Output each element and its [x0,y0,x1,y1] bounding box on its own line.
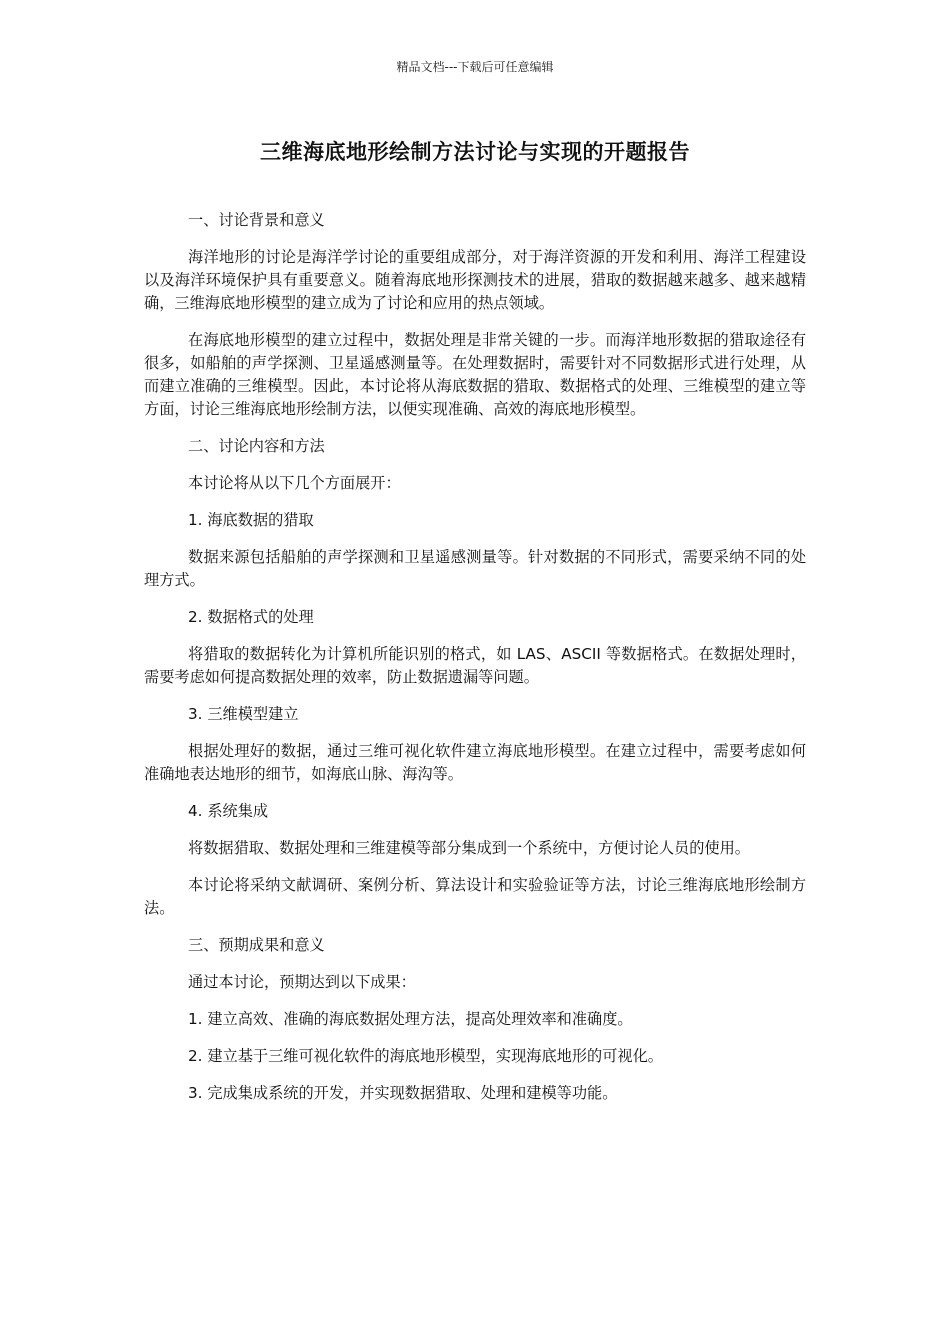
subheading-3d-model: 3. 三维模型建立 [188,705,299,723]
page-header: 精品文档---下载后可任意编辑 [396,60,554,74]
paragraph-system-integration: 将数据猎取、数据处理和三维建模等部分集成到一个系统中，方便讨论人员的使用。 [188,839,750,857]
paragraph-expected-intro: 通过本讨论，预期达到以下成果： [188,973,416,991]
expected-result-3: 3. 完成集成系统的开发，并实现数据猎取、处理和建模等功能。 [188,1084,618,1102]
section-heading-expected-results: 三、预期成果和意义 [188,936,325,954]
section-heading-background: 一、讨论背景和意义 [188,211,325,229]
document-body [144,209,806,1119]
paragraph-3d-model: 根据处理好的数据，通过三维可视化软件建立海底地形模型。在建立过程中，需要考虑如何准确地表达地形的细节，如海底山脉、海沟等。 [144,742,806,783]
paragraph-data-format: 将猎取的数据转化为计算机所能识别的格式，如 LAS、ASCII 等数据格式。在数据处理时，需要考虑如何提高数据处理的效率，防止数据遗漏等问题。 [144,645,806,686]
paragraph-background-2: 在海底地形模型的建立过程中，数据处理是非常关键的一步。而海洋地形数据的猎取途径有很多，如船舶的声学探测、卫星遥感测量等。在处理数据时，需要针对不同数据形式进行处理，从而建立准确的三维模型。因此，本讨论将从海底数据的猎取、数据格式的处理、三维模型的建立等方面，讨论三维海底地形绘制方法，以便实现准确、高效的海底地形模型。 [144,331,806,418]
document-title: 三维海底地形绘制方法讨论与实现的开题报告 [260,140,690,164]
section-heading-content-method: 二、讨论内容和方法 [188,437,325,455]
subheading-system-integration: 4. 系统集成 [188,802,269,820]
paragraph-data-acquisition: 数据来源包括船舶的声学探测和卫星遥感测量等。针对数据的不同形式，需要采纳不同的处理方式。 [144,548,806,589]
paragraph-methods: 本讨论将采纳文献调研、案例分析、算法设计和实验验证等方法，讨论三维海底地形绘制方法。 [144,876,806,917]
expected-result-2: 2. 建立基于三维可视化软件的海底地形模型，实现海底地形的可视化。 [188,1047,663,1065]
paragraph-background-1: 海洋地形的讨论是海洋学讨论的重要组成部分，对于海洋资源的开发和利用、海洋工程建设以及海洋环境保护具有重要意义。随着海底地形探测技术的进展，猎取的数据越来越多、越来越精确，三维海底地形模型的建立成为了讨论和应用的热点领域。 [144,248,806,312]
subheading-data-acquisition: 1. 海底数据的猎取 [188,511,314,529]
subheading-data-format: 2. 数据格式的处理 [188,608,314,626]
expected-result-1: 1. 建立高效、准确的海底数据处理方法，提高处理效率和准确度。 [188,1010,633,1028]
paragraph-intro-aspects: 本讨论将从以下几个方面展开： [188,474,401,492]
